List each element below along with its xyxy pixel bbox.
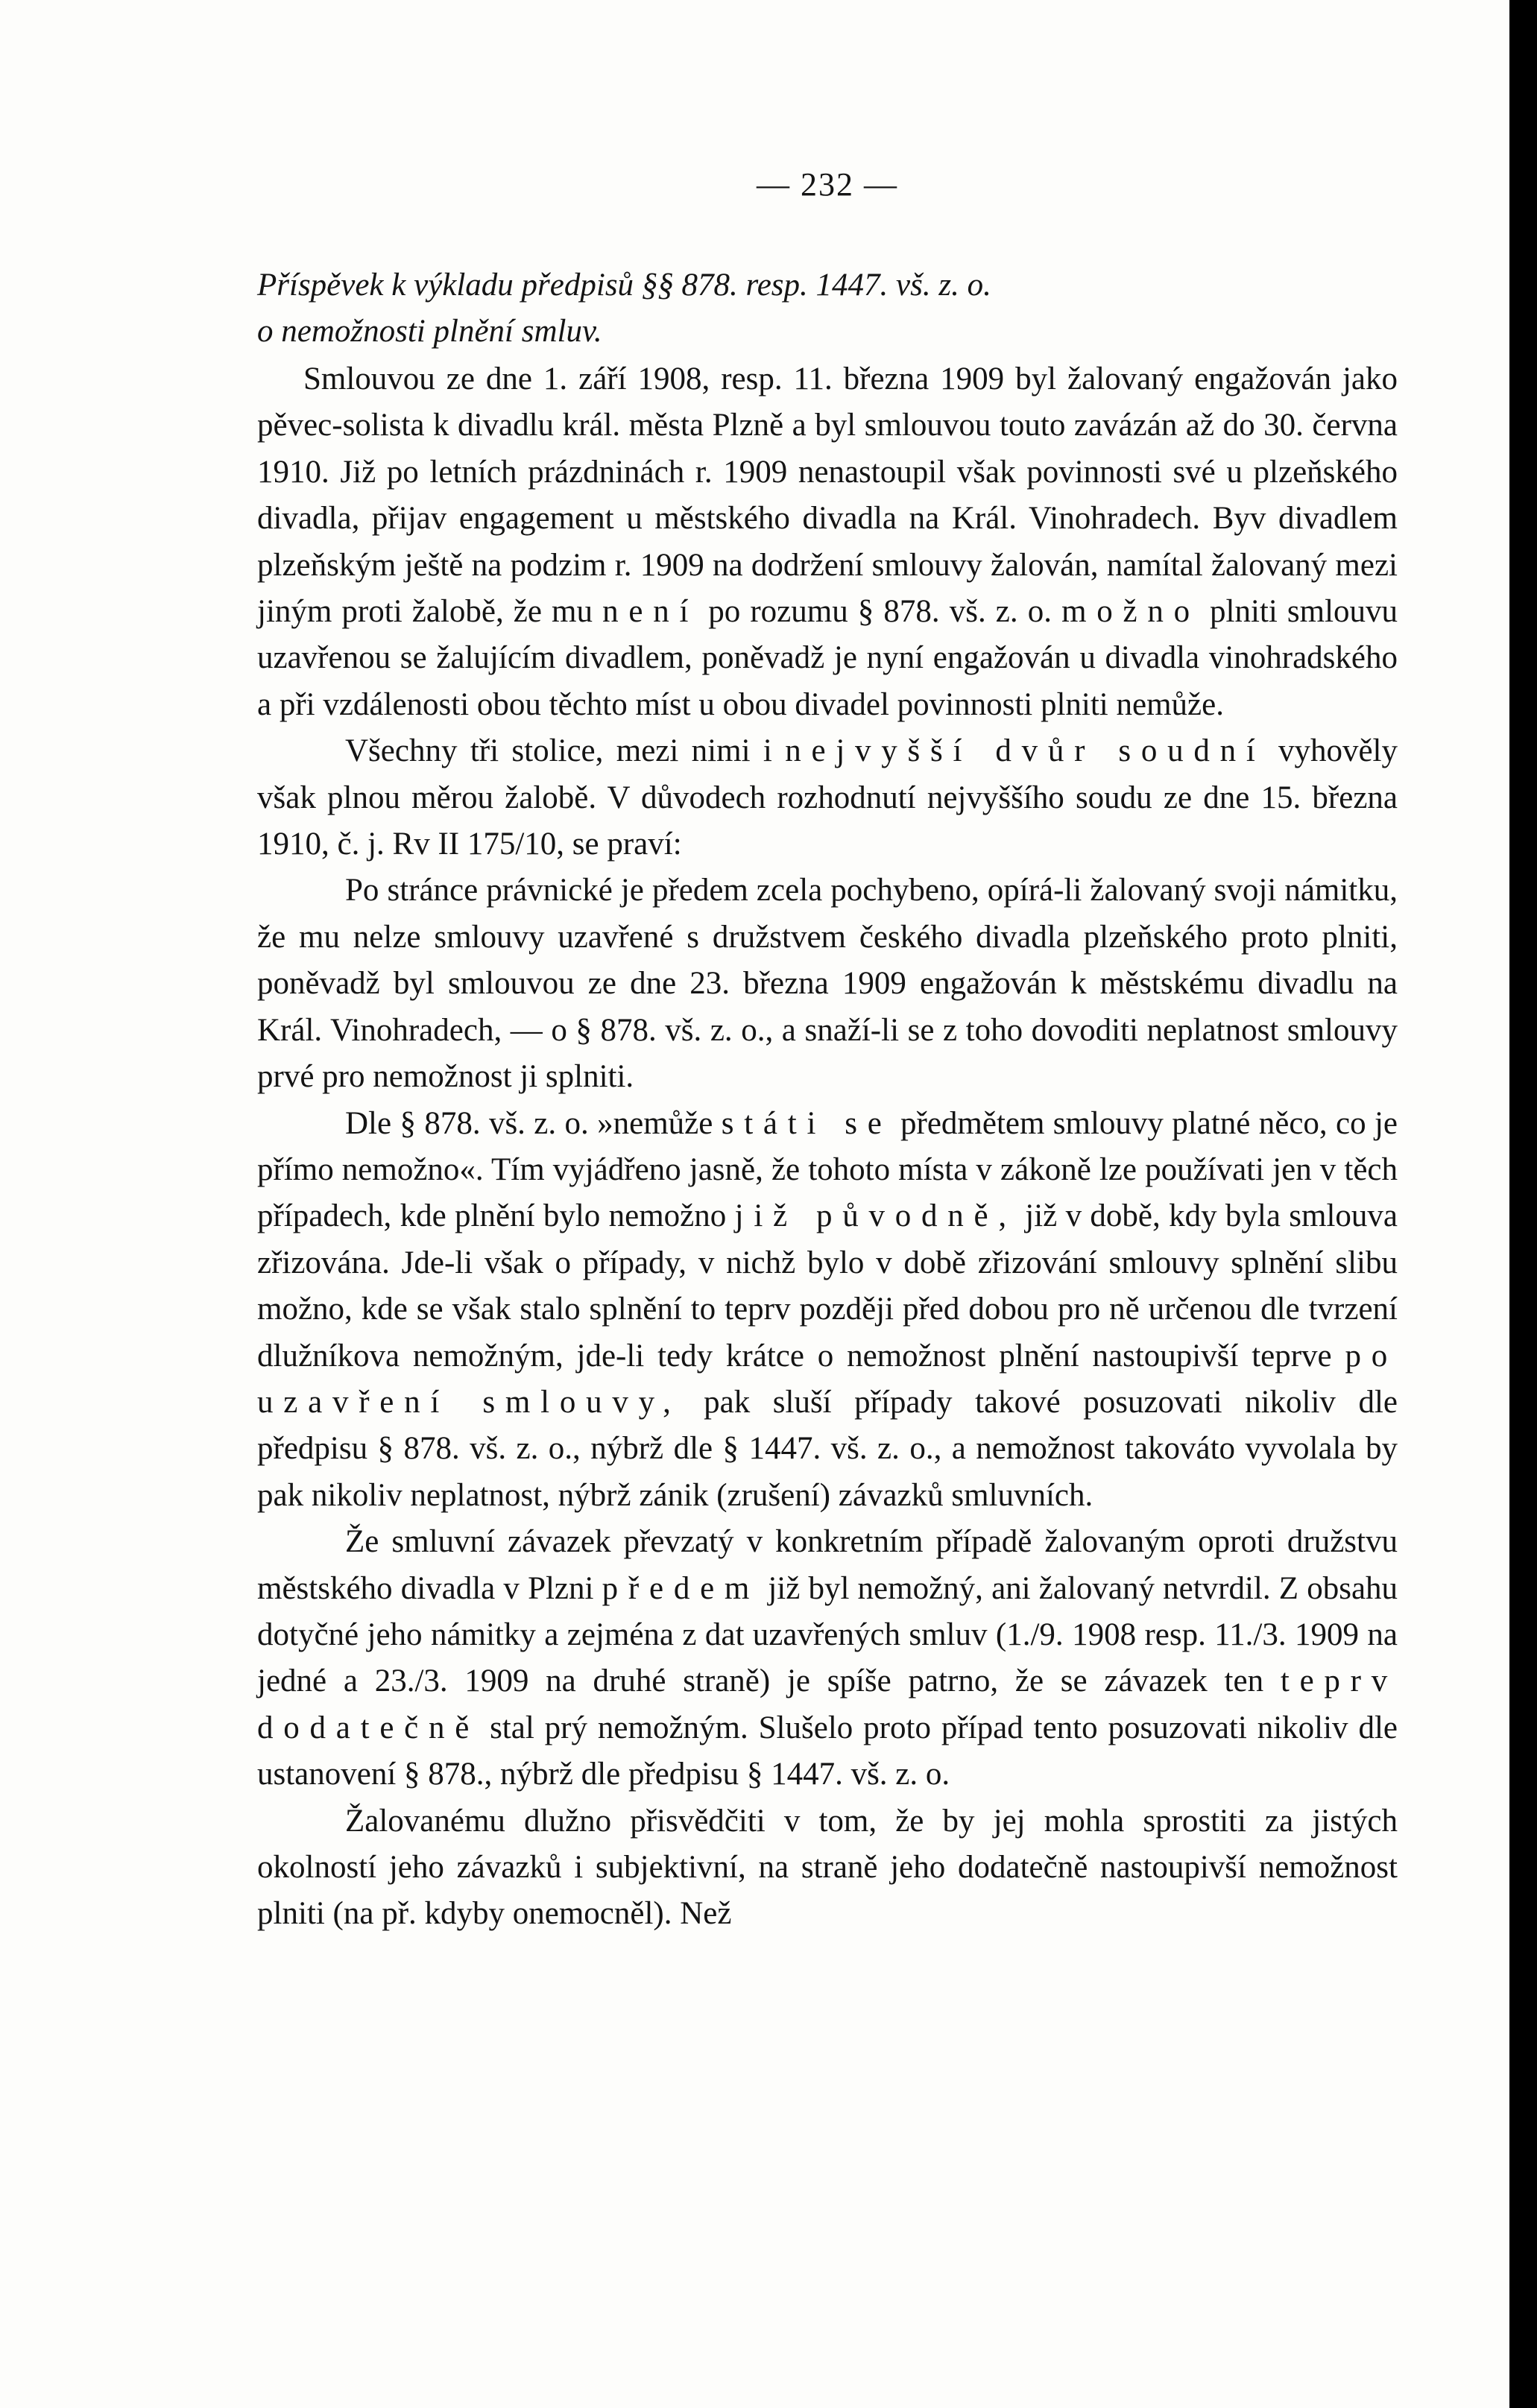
paragraph-1-text-c: plniti smlouvu uzavřenou se žalujícím divadlem, poněvadž je nyní engažován u divadla vinohradského a při vzdálenosti obou těchto míst u obou divadel povinnosti plniti nemůže. (257, 594, 1398, 722)
paragraph-2-text-b: vyhověly však plnou měrou žalobě. V důvodech rozhodnutí nejvyššího soudu ze dne 15. března 1910, č. j. Rv II 175/10, se praví: (257, 733, 1398, 862)
paragraph-5 (257, 1519, 1398, 1798)
article-heading (257, 262, 1398, 355)
paragraph-3 (257, 868, 1398, 1100)
paragraph-5-text-c: stal prý nemožným. Slušelo proto případ tento posuzovati nikoliv dle ustanovení § 878., nýbrž dle předpisu § 1447. vš. z. o. (257, 1710, 1398, 1792)
paragraph-1-text-a: Smlouvou ze dne 1. září 1908, resp. 11. března 1909 byl žalovaný engažován jako pěvec-solista k divadlu král. města Plzně a byl smlouvou touto zavázán až do 30. června 1910. Již po letních prázdninách r. 1909 nenastoupil však povinnosti své u plzeňského divadla, přijav engagement u městského divadla na Král. Vinohradech. Byv divadlem plzeňským ještě na podzim r. 1909 na dodržení smlouvy žalován, namítal žalovaný mezi jiným proti žalobě, že mu (257, 361, 1398, 630)
paragraph-2-spaced-1: nejvyšší dvůr soudní (785, 733, 1266, 769)
heading-line-1: Příspěvek k výkladu předpisů §§ 878. resp. 1447. vš. z. o. (257, 268, 991, 303)
paragraph-4-spaced-2: již původně, (734, 1198, 1017, 1234)
paragraph-3-text-a: Po stránce právnické je předem zcela pochybeno, opírá-li žalovaný svoji námitku, že mu nelze smlouvy uzavřené s družstvem českého divadla plzeňského proto plniti, poněvadž byl smlouvou ze dne 23. března 1909 engažován k městskému divadlu na Král. Vinohradech, — o § 878. vš. z. o., a snaží-li se z toho dovoditi neplatnost smlouvy prvé pro nemožnost ji splniti. (257, 873, 1398, 1095)
paragraph-6 (257, 1798, 1398, 1938)
paragraph-1-spaced-2: možno (1061, 594, 1200, 630)
paragraph-2-text-a: Všechny tři stolice, mezi nimi i (345, 733, 772, 769)
paragraph-2 (257, 728, 1398, 868)
paragraph-5-spaced-1: předem (602, 1570, 760, 1606)
paragraph-4-text-c: již v době, kdy byla smlouva zřizována. Jde-li však o případy, v nichž bylo v době zřizování smlouvy splnění slibu možno, kde se však stalo splnění to teprv později před dobou pro ně určenou dle tvrzení dlužníkova nemožným, jde-li tedy krátce o nemožnost plnění nastoupivší teprve (257, 1198, 1398, 1374)
paragraph-4-text-a: Dle § 878. vš. z. o. »nemůže (345, 1105, 713, 1141)
paragraph-5-spaced-2: teprv dodatečně (257, 1663, 1398, 1745)
article-body (257, 356, 1398, 1938)
paragraph-1-text-b: po rozumu § 878. vš. z. o. (708, 594, 1052, 630)
page-number: — 232 — (757, 166, 898, 203)
paragraph-4-text-d: pak sluší případy takové posuzovati nikoliv dle předpisu § 878. vš. z. o., nýbrž dle § 1447. vš. z. o., a nemožnost takováto vyvolala by pak nikoliv neplatnost, nýbrž zánik (zrušení) závazků smluvních. (257, 1384, 1398, 1513)
paragraph-4-spaced-3: po uzavření smlouvy, (257, 1338, 1398, 1420)
paragraph-6-text-a: Žalovanému dlužno přisvědčiti v tom, že by jej mohla sprostiti za jistých okolností jeho závazků i subjektivní, na straně jeho dodatečně nastoupivší nemožnost plniti (na př. kdyby onemocněl). Než (257, 1803, 1398, 1932)
paragraph-1-spaced-1: není (602, 594, 699, 630)
paragraph-1 (257, 356, 1398, 728)
paragraph-5-text-b: již byl nemožný, ani žalovaný netvrdil. Z obsahu dotyčné jeho námitky a zejména z dat uzavřených smluv (1./9. 1908 resp. 11./3. 1909 na jedné a 23./3. 1909 na druhé straně) je spíše patrno, že se závazek ten (257, 1570, 1398, 1699)
paragraph-4-spaced-1: státi se (721, 1105, 892, 1141)
heading-line-2: o nemožnosti plnění smluv. (257, 314, 602, 349)
paragraph-5-text-a: Že smluvní závazek převzatý v konkretním případě žalovaným oproti družstvu městského divadla v Plzni (257, 1524, 1398, 1606)
paragraph-4-text-b: předmětem smlouvy platné něco, co je přímo nemožno«. Tím vyjádřeno jasně, že tohoto místa v zákoně lze používati jen v těch případech, kde plnění bylo nemožno (257, 1105, 1398, 1234)
paragraph-4 (257, 1101, 1398, 1520)
